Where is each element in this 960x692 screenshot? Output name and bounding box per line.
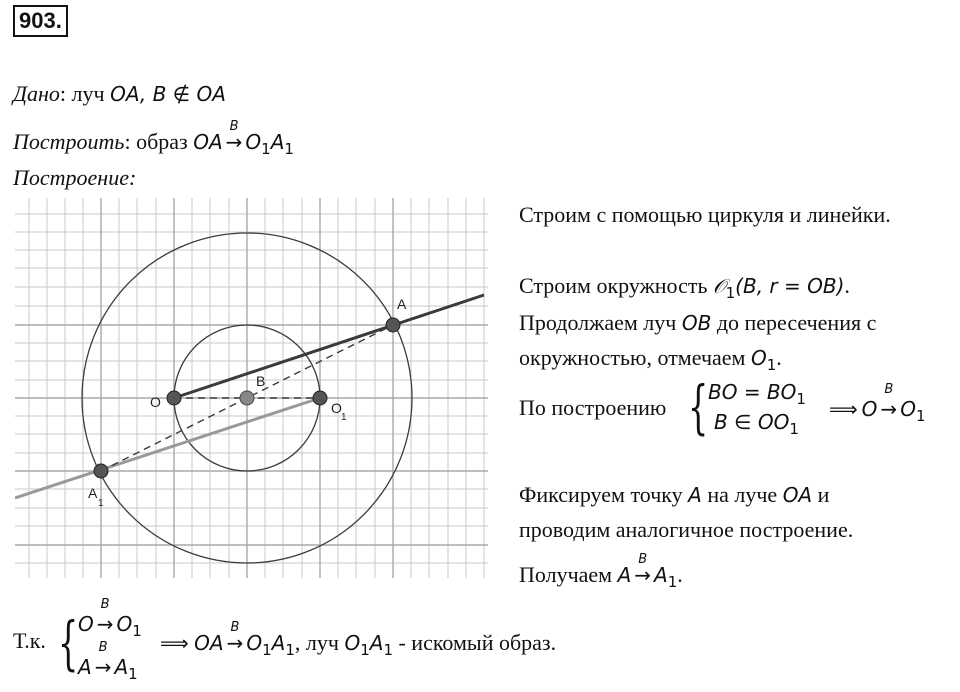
right-line-8-arrow-top: B <box>638 552 648 567</box>
problem-number: 903. <box>13 5 68 37</box>
concl-r-to2-sub: 1 <box>285 641 295 659</box>
concl-r-end: - искомый образ. <box>392 630 557 655</box>
concl-1-from: O <box>78 612 94 636</box>
result-1-to-sub: 1 <box>915 407 926 425</box>
point-a <box>386 318 400 332</box>
construction-label: Построение: <box>13 165 137 190</box>
point-o1 <box>313 391 327 405</box>
implies-2: ⟹ <box>160 631 189 655</box>
construct-from: OA <box>193 130 223 154</box>
grid <box>15 198 488 578</box>
given-line <box>13 81 226 107</box>
construct-to2-sub: 1 <box>284 140 294 158</box>
label-o: O <box>150 394 161 410</box>
concl-r-to1: O <box>246 631 263 655</box>
right-line-6-math2: OA <box>782 483 813 507</box>
label-o1: O <box>331 400 342 416</box>
construct-line <box>13 119 294 158</box>
system-1-a-sub: 1 <box>796 390 806 408</box>
right-line-2-math: 𝒪 <box>713 274 726 298</box>
ray-oa <box>174 295 484 398</box>
concl-r-ray1-sub: 1 <box>360 641 370 659</box>
right-line-7: проводим аналогичное построение. <box>519 517 854 542</box>
label-a: A <box>397 296 407 312</box>
concl-1-arrow-top: B <box>100 597 110 612</box>
concl-2-arrow-top: B <box>98 640 108 655</box>
right-line-6 <box>519 482 829 508</box>
concl-1-to: O <box>116 612 133 636</box>
grid-major <box>15 198 488 578</box>
right-line-2-rest: (B, r = OB) <box>735 274 845 298</box>
concl-2-from: A <box>78 655 92 679</box>
right-line-6-mid: на луче <box>701 482 783 507</box>
construct-arrow-top: B <box>229 119 239 134</box>
right-line-6-math: A <box>688 483 702 507</box>
right-line-2-sub: 1 <box>725 284 736 302</box>
right-line-8 <box>519 552 683 591</box>
right-line-4-sub: 1 <box>766 356 777 374</box>
given-sep: , <box>139 82 153 106</box>
right-line-8-end: . <box>677 562 683 587</box>
concl-1-arrow <box>96 597 114 636</box>
right-line-8-to: A <box>654 563 668 587</box>
construct-label: Построить <box>13 129 125 154</box>
concl-r-text: , луч <box>294 630 345 655</box>
construct-arrow-sym: → <box>225 130 243 154</box>
right-line-3-math: OB <box>681 311 712 335</box>
right-line-8-sub: 1 <box>667 573 678 591</box>
right-line-8-arrow-sym: → <box>634 563 652 587</box>
implies-1: ⟹ <box>829 397 858 421</box>
concl-r-ray1: O <box>344 631 361 655</box>
conclusion-result <box>160 620 557 659</box>
result-1-from: O <box>861 397 878 421</box>
construction-label-text: Построение <box>13 165 129 190</box>
right-line-4-math: O <box>750 346 767 370</box>
concl-2-arrow <box>94 640 112 679</box>
right-line-8-from: A <box>617 563 632 587</box>
concl-r-to1-sub: 1 <box>262 641 272 659</box>
right-line-2-end: . <box>844 273 850 298</box>
concl-r-from: OA <box>194 631 224 655</box>
concl-r-arrow-top: B <box>230 620 240 635</box>
label-o1-sub: 1 <box>341 412 347 423</box>
point-b <box>240 391 254 405</box>
right-line-3 <box>519 310 876 336</box>
result-1-arrow-sym: → <box>880 397 898 421</box>
label-b: B <box>256 373 266 389</box>
given-not-in: ∉ <box>166 82 197 106</box>
right-line-6-end: и <box>812 482 830 507</box>
result-1-to: O <box>900 397 916 421</box>
system-brace-2: { <box>58 609 79 677</box>
concl-1-arrow-sym: → <box>96 612 114 636</box>
given-label: Дано <box>13 81 60 106</box>
right-line-3-rest: до пересечения с <box>711 310 877 335</box>
system-1-a: BO = BO <box>708 380 797 404</box>
concl-2-to: A <box>114 655 129 679</box>
given-ray: OA <box>110 82 140 106</box>
system-1-b: B ∈ OO <box>714 410 790 434</box>
conclusion-row-1 <box>78 597 142 640</box>
system-1-row-a <box>708 380 806 408</box>
right-line-4 <box>519 345 782 373</box>
construction-figure <box>15 196 490 580</box>
concl-1-to-sub: 1 <box>132 622 142 640</box>
construct-to2: A <box>270 130 285 154</box>
point-o <box>167 391 181 405</box>
label-a1-sub: 1 <box>98 498 104 509</box>
construct-to: O <box>245 130 262 154</box>
concl-2-arrow-sym: → <box>94 655 112 679</box>
construct-to-sub: 1 <box>261 140 271 158</box>
given-ray2: OA <box>196 82 226 106</box>
conclusion-row-2 <box>78 640 138 683</box>
right-line-5: По построению <box>519 395 667 420</box>
system-1-result <box>829 382 926 425</box>
concl-r-ray2-sub: 1 <box>383 641 393 659</box>
given-point: B <box>152 82 167 106</box>
system-1-row-b <box>714 410 799 438</box>
point-a1 <box>94 464 108 478</box>
result-1-arrow-top: B <box>884 382 894 397</box>
system-1-b-sub: 1 <box>789 420 799 438</box>
right-line-2-text: Строим окружность <box>519 273 714 298</box>
right-line-4-end: . <box>776 345 782 370</box>
right-line-1: Строим с помощью циркуля и линейки. <box>519 202 891 227</box>
concl-r-arrow-sym: → <box>226 631 244 655</box>
right-line-8-text: Получаем <box>519 562 618 587</box>
right-line-8-arrow <box>634 552 652 588</box>
right-line-4-text: окружностью, отмечаем <box>519 345 751 370</box>
concl-r-ray2: A <box>369 631 384 655</box>
result-1-arrow <box>880 382 898 421</box>
construct-text: : образ <box>124 129 194 154</box>
label-a1: A <box>88 485 98 501</box>
right-line-2 <box>519 273 850 301</box>
given-text: : луч <box>59 81 111 106</box>
image-ray <box>15 398 320 498</box>
concl-2-to-sub: 1 <box>128 665 138 683</box>
construct-arrow <box>225 119 243 155</box>
concl-r-to2: A <box>271 631 286 655</box>
right-line-3-text: Продолжаем луч <box>519 310 682 335</box>
system-brace-1: { <box>688 373 709 441</box>
right-line-6-text: Фиксируем точку <box>519 482 689 507</box>
conclusion-tk: Т.к. <box>13 628 46 653</box>
concl-r-arrow <box>226 620 244 656</box>
